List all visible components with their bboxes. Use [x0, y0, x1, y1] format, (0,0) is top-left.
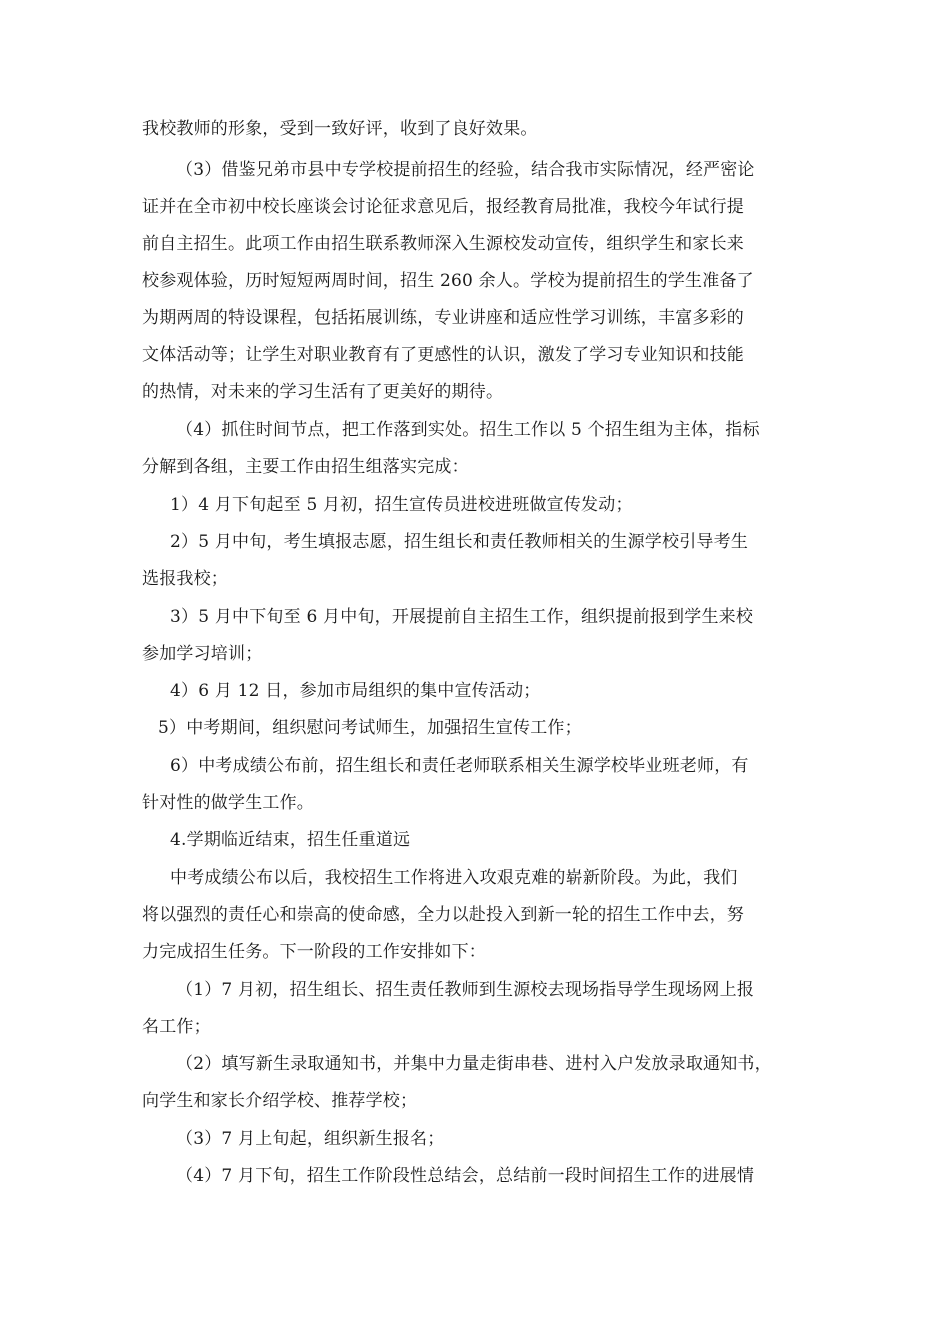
text-line: 名工作； — [142, 1017, 211, 1037]
text-line: （3）借鉴兄弟市县中专学校提前招生的经验，结合我市实际情况，经严密论 — [176, 160, 755, 180]
text-line: （4）抓住时间节点，把工作落到实处。招生工作以 5 个招生组为主体，指标 — [176, 420, 760, 440]
text-line: 针对性的做学生工作。 — [142, 793, 314, 813]
text-line: 将以强烈的责任心和崇高的使命感，全力以赴投入到新一轮的招生工作中去，努 — [142, 905, 744, 925]
text-line: 1）4 月下旬起至 5 月初，招生宣传员进校进班做宣传发动； — [170, 495, 633, 515]
text-line: 文体活动等；让学生对职业教育有了更感性的认识，激发了学习专业知识和技能 — [142, 345, 744, 365]
text-line: （4）7 月下旬，招生工作阶段性总结会，总结前一段时间招生工作的进展情 — [176, 1166, 755, 1186]
text-line: 的热情，对未来的学习生活有了更美好的期待。 — [142, 382, 504, 402]
text-line: （1）7 月初，招生组长、招生责任教师到生源校去现场指导学生现场网上报 — [176, 980, 755, 1000]
text-line: 我校教师的形象，受到一致好评，收到了良好效果。 — [142, 119, 538, 139]
text-line: （3）7 月上旬起，组织新生报名； — [176, 1129, 445, 1149]
text-line: 5）中考期间，组织慰问考试师生，加强招生宣传工作； — [158, 718, 582, 738]
text-line: 中考成绩公布以后，我校招生工作将进入攻艰克难的崭新阶段。为此，我们 — [170, 868, 738, 888]
text-line: 前自主招生。此项工作由招生联系教师深入生源校发动宣传，组织学生和家长来 — [142, 234, 744, 254]
text-line: 参加学习培训； — [142, 644, 263, 664]
text-line: 3）5 月中下旬至 6 月中旬，开展提前自主招生工作，组织提前报到学生来校 — [170, 607, 754, 627]
section-heading: 4.学期临近结束，招生任重道远 — [170, 830, 411, 850]
text-line: 4）6 月 12 日，参加市局组织的集中宣传活动； — [170, 681, 541, 701]
text-line: 选报我校； — [142, 569, 228, 589]
text-line: （2）填写新生录取通知书，并集中力量走街串巷、进村入户发放录取通知书， — [176, 1054, 772, 1074]
text-line: 2）5 月中旬，考生填报志愿，招生组长和责任教师相关的生源学校引导考生 — [170, 532, 749, 552]
text-line: 向学生和家长介绍学校、推荐学校； — [142, 1091, 418, 1111]
text-line: 6）中考成绩公布前，招生组长和责任老师联系相关生源学校毕业班老师，有 — [170, 756, 749, 776]
text-line: 分解到各组，主要工作由招生组落实完成： — [142, 457, 469, 477]
text-line: 力完成招生任务。下一阶段的工作安排如下： — [142, 942, 486, 962]
text-line: 为期两周的特设课程，包括拓展训练，专业讲座和适应性学习训练，丰富多彩的 — [142, 308, 744, 328]
text-line: 校参观体验，历时短短两周时间，招生 260 余人。学校为提前招生的学生准备了 — [142, 271, 754, 291]
text-line: 证并在全市初中校长座谈会讨论征求意见后，报经教育局批准，我校今年试行提 — [142, 197, 744, 217]
